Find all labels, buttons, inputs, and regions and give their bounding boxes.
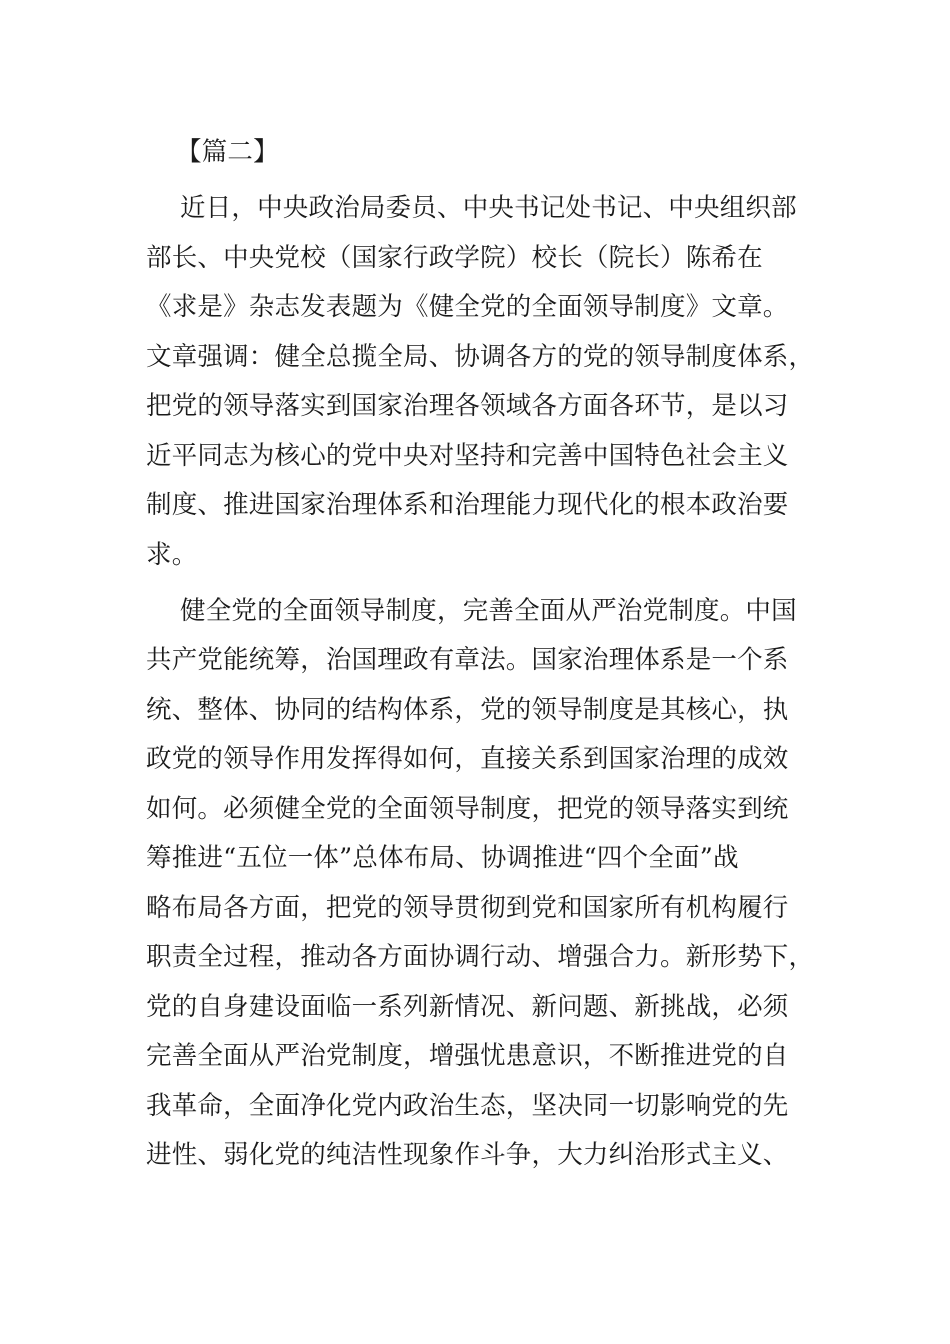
- paragraph-1-line-2: 部长、中央党校（国家行政学院）校长（院长）陈希在: [146, 243, 763, 273]
- paragraph-1-line-1: 近日，中央政治局委员、中央书记处书记、中央组织部: [180, 193, 797, 223]
- paragraph-1-line-4: 文章强调：健全总揽全局、协调各方的党的领导制度体系，: [146, 342, 815, 372]
- paragraph-1-line-5: 把党的领导落实到国家治理各领域各方面各环节，是以习: [146, 391, 789, 421]
- paragraph-2-line-10: 完善全面从严治党制度，增强忧患意识，不断推进党的自: [146, 1041, 789, 1071]
- paragraph-2-line-8: 职责全过程，推动各方面协调行动、增强合力。新形势下，: [146, 942, 815, 972]
- paragraph-2-line-7: 略布局各方面，把党的领导贯彻到党和国家所有机构履行: [146, 893, 789, 923]
- paragraph-1-line-7: 制度、推进国家治理体系和治理能力现代化的根本政治要: [146, 490, 789, 520]
- paragraph-2-line-3: 统、整体、协同的结构体系，党的领导制度是其核心，执: [146, 695, 789, 725]
- paragraph-2-line-6: 筹推进“五位一体”总体布局、协调推进“四个全面”战: [146, 843, 739, 873]
- paragraph-2-line-9: 党的自身建设面临一系列新情况、新问题、新挑战，必须: [146, 992, 789, 1022]
- paragraph-1-line-8: 求。: [146, 540, 198, 570]
- paragraph-2-line-1: 健全党的全面领导制度，完善全面从严治党制度。中国: [180, 596, 797, 626]
- paragraph-2-line-4: 政党的领导作用发挥得如何，直接关系到国家治理的成效: [146, 744, 789, 774]
- paragraph-2-line-11: 我革命，全面净化党内政治生态，坚决同一切影响党的先: [146, 1091, 789, 1121]
- paragraph-2-line-12: 进性、弱化党的纯洁性现象作斗争，大力纠治形式主义、: [146, 1140, 789, 1170]
- paragraph-1-line-3: 《求是》杂志发表题为《健全党的全面领导制度》文章。: [146, 292, 789, 322]
- section-heading: 【篇二】: [176, 137, 279, 167]
- paragraph-1-line-6: 近平同志为核心的党中央对坚持和完善中国特色社会主义: [146, 441, 789, 471]
- paragraph-2-line-5: 如何。必须健全党的全面领导制度，把党的领导落实到统: [146, 794, 789, 824]
- paragraph-2-line-2: 共产党能统筹，治国理政有章法。国家治理体系是一个系: [146, 645, 789, 675]
